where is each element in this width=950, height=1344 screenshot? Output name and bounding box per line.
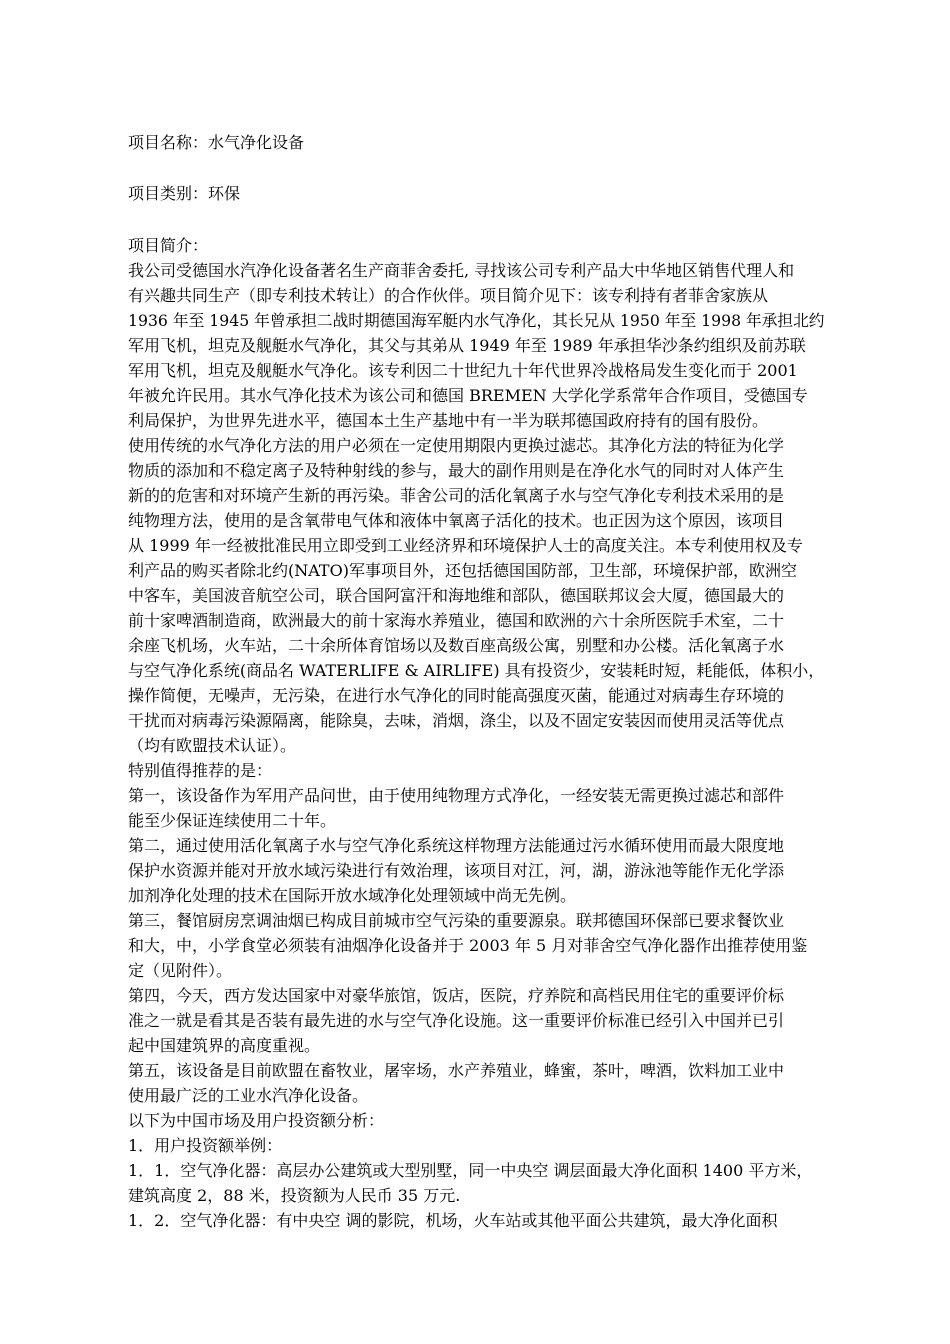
body-line: 新的的危害和对环境产生新的再污染。菲舍公司的活化氧离子水与空气净化专利技术采用的是	[128, 486, 785, 505]
body-line: 第三，餐馆厨房烹调油烟已构成目前城市空气污染的重要源泉。联邦德国环保部已要求餐饮业	[128, 911, 785, 930]
body-line: 第二，通过使用活化氧离子水与空气净化系统这样物理方法能通过污水循环使用而最大限度地	[128, 836, 785, 855]
body-line: 中客车，美国波音航空公司，联合国阿富汗和海地维和部队，德国联邦议会大厦，德国最大的	[128, 586, 785, 605]
body-line: 前十家啤酒制造商，欧洲最大的前十家海水养殖业，德国和欧洲的六十余所医院手术室，二十	[128, 611, 785, 630]
body-line: 从 1999 年一经被批准民用立即受到工业经济界和环境保护人士的高度关注。本专利使用权及专	[128, 536, 803, 555]
body-line: 余座飞机场，火车站，二十余所体育馆场以及数百座高级公寓，别墅和办公楼。活化氧离子水	[128, 636, 785, 655]
body-line: 利局保护，为世界先进水平，德国本土生产基地中有一半为联邦德国政府持有的国有股份。	[128, 411, 769, 430]
body-line: 保护水资源并能对开放水域污染进行有效治理，该项目对江，河，湖，游泳池等能作无化学添	[128, 861, 785, 880]
body-line: 第四，今天，西方发达国家中对豪华旅馆，饭店，医院，疗养院和高档民用住宅的重要评价标	[128, 986, 785, 1005]
body-line: 与空气净化系统(商品名 WATERLIFE & AIRLIFE) 具有投资少，安装耗时短，耗能低，体积小，	[128, 661, 825, 680]
body-line: 有兴趣共同生产（即专利技术转让）的合作伙伴。项目简介见下：该专利持有者菲舍家族从	[128, 286, 769, 305]
body-line: 以下为中国市场及用户投资额分析：	[128, 1111, 385, 1130]
intro-heading: 项目简介：	[128, 236, 209, 255]
body-line: 能至少保证连续使用二十年。	[128, 811, 337, 830]
body-line: 和大，中，小学食堂必须装有油烟净化设备并于 2003 年 5 月对菲舍空气净化器作出推荐使用鉴	[128, 936, 808, 955]
body-line: 使用传统的水气净化方法的用户必须在一定使用期限内更换过滤芯。其净化方法的特征为化学	[128, 436, 785, 455]
body-line: 加剂净化处理的技术在国际开放水域净化处理领域中尚无先例。	[128, 886, 577, 905]
body-line: 干扰而对病毒污染源隔离，能除臭，去味，消烟，涤尘，以及不固定安装因而使用灵活等优点	[128, 711, 785, 730]
project-category-line: 项目类别：环保	[128, 184, 241, 203]
body-line: 利产品的购买者除北约(NATO)军事项目外，还包括德国国防部，卫生部，环境保护部，欧洲空	[128, 561, 797, 580]
body-line: 1．2．空气净化器：有中央空 调的影院，机场，火车站或其他平面公共建筑，最大净化面积	[128, 1211, 778, 1230]
body-line: 我公司受德国水汽净化设备著名生产商菲舍委托, 寻找该公司专利产品大中华地区销售代理人和	[128, 261, 795, 280]
body-line: 使用最广泛的工业水汽净化设备。	[128, 1086, 369, 1105]
body-line: 军用飞机，坦克及舰艇水气净化。该专利因二十世纪九十年代世界冷战格局发生变化而于 2001	[128, 361, 798, 380]
body-line: 起中国建筑界的高度重视。	[128, 1036, 321, 1055]
body-line: 建筑高度 2，88 米，投资额为人民币 35 万元.	[128, 1186, 461, 1205]
body-line: 第一，该设备作为军用产品问世，由于使用纯物理方式净化，一经安装无需更换过滤芯和部件	[128, 786, 785, 805]
body-line: 纯物理方法，使用的是含氧带电气体和液体中氧离子活化的技术。也正因为这个原因，该项目	[128, 511, 785, 530]
body-line: 1．用户投资额举例：	[128, 1136, 283, 1155]
body-line: 1．1．空气净化器：高层办公建筑或大型别墅，同一中央空 调层面最大净化面积 1400 平方米，	[128, 1161, 813, 1180]
body-line: 年被允许民用。其水气净化技术为该公司和德国 BREMEN 大学化学系常年合作项目，受德国专	[128, 386, 808, 405]
body-line: 操作简便，无噪声，无污染，在进行水气净化的同时能高强度灭菌，能通过对病毒生存环境的	[128, 686, 785, 705]
body-line: （均有欧盟技术认证）。	[128, 736, 297, 755]
intro-body	[128, 258, 824, 1233]
body-line: 军用飞机，坦克及舰艇水气净化，其父与其弟从 1949 年至 1989 年承担华沙条约组织及前苏联	[128, 336, 806, 355]
body-line: 准之一就是看其是否装有最先进的水与空气净化设施。这一重要评价标准已经引入中国并已引	[128, 1011, 785, 1030]
body-line: 物质的添加和不稳定离子及特种射线的参与，最大的副作用则是在净化水气的同时对人体产生	[128, 461, 785, 480]
body-line: 特别值得推荐的是：	[128, 761, 273, 780]
body-line: 第五，该设备是目前欧盟在畜牧业，屠宰场，水产养殖业，蜂蜜，茶叶，啤酒，饮料加工业中	[128, 1061, 785, 1080]
project-name-line: 项目名称：水气净化设备	[128, 133, 305, 152]
body-line: 定（见附件）。	[128, 961, 233, 980]
body-line: 1936 年至 1945 年曾承担二战时期德国海军艇内水气净化，其长兄从 1950 年至 1998 年承担北约	[128, 311, 825, 330]
